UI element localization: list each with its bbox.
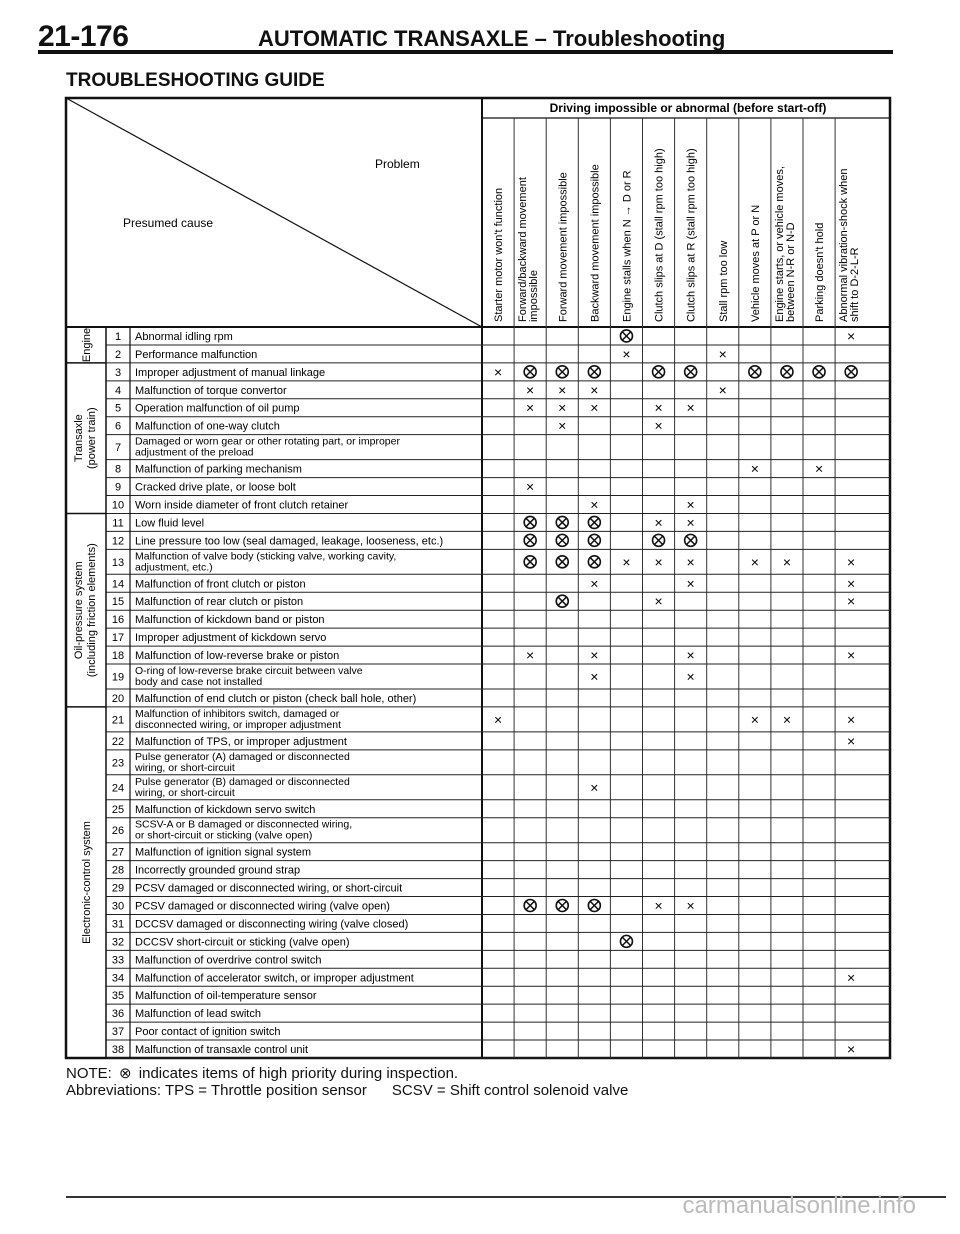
cross-mark: × bbox=[718, 381, 727, 398]
row-cause-text: Malfunction of rear clutch or piston bbox=[135, 596, 304, 609]
cross-mark: × bbox=[622, 345, 631, 362]
row-cause-text: PCSV damaged or disconnected wiring, or short-circuit bbox=[135, 882, 403, 895]
row-number: 38 bbox=[111, 1044, 125, 1057]
row-number: 30 bbox=[111, 900, 125, 913]
column-header-label: Forward/backward movement bbox=[517, 177, 530, 322]
column-header-label: shift to D-2-L-R bbox=[849, 247, 862, 322]
row-cause-text: Malfunction of accelerator switch, or improper adjustment bbox=[135, 972, 414, 985]
cross-mark: × bbox=[526, 647, 535, 664]
row-cause-text: Malfunction of transaxle control unit bbox=[135, 1044, 309, 1057]
row-number: 31 bbox=[111, 918, 125, 931]
column-header-label: Abnormal vibration-shock when bbox=[838, 168, 851, 322]
category-label: (including friction elements) bbox=[86, 543, 98, 678]
row-number: 20 bbox=[111, 692, 125, 705]
row-number: 7 bbox=[114, 442, 122, 455]
row-number: 2 bbox=[114, 348, 122, 361]
cross-mark: × bbox=[847, 732, 856, 749]
row-cause-text: DCCSV short-circuit or sticking (valve open) bbox=[135, 936, 350, 949]
cross-mark: × bbox=[493, 711, 503, 728]
cross-mark: × bbox=[590, 381, 599, 398]
cross-mark: × bbox=[782, 553, 792, 570]
cross-mark: × bbox=[847, 1041, 856, 1058]
column-header-label: Engine starts, or vehicle moves, bbox=[773, 166, 786, 322]
row-cause-text: DCCSV damaged or disconnecting wiring (valve closed) bbox=[135, 918, 409, 931]
column-header-label: between N-R or N-D bbox=[784, 222, 797, 322]
cross-mark: × bbox=[686, 514, 695, 531]
row-cause-text: Low fluid level bbox=[135, 517, 205, 530]
row-number: 36 bbox=[111, 1008, 125, 1021]
row-cause-text: Performance malfunction bbox=[135, 348, 258, 361]
cross-mark: × bbox=[654, 897, 663, 914]
row-cause-text: SCSV-A or B damaged or disconnected wiring, bbox=[135, 818, 353, 831]
cross-mark: × bbox=[847, 647, 856, 664]
cross-mark: × bbox=[558, 417, 567, 434]
cross-mark: × bbox=[654, 417, 663, 434]
row-number: 16 bbox=[111, 614, 125, 627]
column-header-label: Engine stalls when N → D or R bbox=[621, 170, 634, 322]
cross-mark: × bbox=[590, 668, 599, 685]
cross-mark: × bbox=[526, 399, 535, 416]
row-cause-text: Improper adjustment of manual linkage bbox=[135, 366, 326, 379]
cross-mark: × bbox=[590, 575, 599, 592]
row-number: 15 bbox=[111, 596, 125, 609]
cross-mark: × bbox=[590, 496, 599, 513]
row-cause-text: Abnormal idling rpm bbox=[135, 330, 233, 343]
row-cause-text: or short-circuit or sticking (valve open) bbox=[135, 829, 313, 842]
row-number: 8 bbox=[114, 463, 122, 476]
corner-cause-label: Presumed cause bbox=[123, 216, 214, 230]
row-number: 14 bbox=[111, 578, 125, 591]
abbreviation-scsv: SCSV = Shift control solenoid valve bbox=[391, 1082, 629, 1099]
row-cause-text: Cracked drive plate, or loose bolt bbox=[135, 481, 296, 494]
cross-mark: × bbox=[654, 553, 663, 570]
category-label: Transaxle bbox=[73, 414, 85, 463]
row-cause-text: wiring, or short-circuit bbox=[135, 786, 235, 799]
row-number: 29 bbox=[111, 882, 125, 895]
row-cause-text: Malfunction of overdrive control switch bbox=[135, 954, 322, 967]
row-cause-text: Poor contact of ignition switch bbox=[135, 1026, 281, 1039]
note-block bbox=[66, 1065, 628, 1099]
cross-mark: × bbox=[814, 460, 824, 477]
row-number: 22 bbox=[111, 735, 125, 748]
cross-mark: × bbox=[686, 897, 695, 914]
row-number: 28 bbox=[111, 864, 125, 877]
cross-mark: × bbox=[654, 514, 663, 531]
row-cause-text: Malfunction of end clutch or piston (check ball hole, other) bbox=[135, 692, 417, 705]
row-cause-text: Malfunction of kickdown servo switch bbox=[135, 803, 316, 816]
cross-mark: × bbox=[847, 593, 856, 610]
cross-mark: × bbox=[847, 553, 856, 570]
cross-mark: × bbox=[526, 381, 535, 398]
row-number: 37 bbox=[111, 1026, 125, 1039]
cross-mark: × bbox=[686, 553, 695, 570]
cross-mark: × bbox=[558, 399, 567, 416]
cross-mark: × bbox=[558, 381, 567, 398]
category-label: (power train) bbox=[86, 407, 98, 470]
cross-mark: × bbox=[847, 327, 856, 344]
column-header-label: Parking doesn't hold bbox=[814, 222, 827, 322]
abbreviations-line bbox=[66, 1082, 628, 1099]
row-number: 24 bbox=[111, 782, 125, 795]
row-cause-text: Malfunction of one-way clutch bbox=[135, 420, 280, 433]
row-number: 35 bbox=[111, 990, 125, 1003]
row-cause-text: Malfunction of low-reverse brake or piston bbox=[135, 650, 340, 663]
column-header-label: Forward movement impossible bbox=[557, 172, 570, 322]
row-cause-text: Malfunction of oil-temperature sensor bbox=[135, 990, 317, 1003]
corner-problem-label: Problem bbox=[375, 157, 420, 171]
cross-mark: × bbox=[718, 345, 727, 362]
row-number: 10 bbox=[111, 499, 125, 512]
row-cause-text: Operation malfunction of oil pump bbox=[135, 402, 300, 415]
category-label: Electronic-control system bbox=[81, 821, 93, 944]
row-cause-text: Incorrectly grounded ground strap bbox=[135, 864, 301, 877]
cross-mark: × bbox=[590, 399, 599, 416]
row-cause-text: Line pressure too low (seal damaged, leakage, looseness, etc.) bbox=[135, 535, 444, 548]
row-cause-text: Malfunction of torque convertor bbox=[135, 384, 287, 397]
row-cause-text: body and case not installed bbox=[135, 676, 263, 689]
column-header-label: Starter motor won't function bbox=[493, 187, 506, 322]
cross-mark: × bbox=[686, 668, 695, 685]
row-cause-text: O-ring of low-reverse brake circuit between valve bbox=[135, 665, 363, 678]
page-title: AUTOMATIC TRANSAXLE – Troubleshooting bbox=[258, 26, 726, 51]
watermark: carmanualsonline.info bbox=[682, 1192, 916, 1219]
row-number: 13 bbox=[111, 556, 125, 569]
row-number: 25 bbox=[111, 803, 125, 816]
row-number: 4 bbox=[114, 384, 122, 397]
row-cause-text: Pulse generator (A) damaged or disconnected bbox=[135, 750, 350, 763]
cross-mark: × bbox=[622, 553, 631, 570]
row-cause-text: Malfunction of inhibitors switch, damaged or bbox=[135, 707, 340, 720]
cross-mark: × bbox=[686, 647, 695, 664]
row-number: 21 bbox=[111, 714, 125, 727]
cross-mark: × bbox=[526, 478, 535, 495]
row-number: 23 bbox=[111, 757, 125, 770]
row-number: 12 bbox=[111, 535, 125, 548]
cross-mark: × bbox=[654, 593, 663, 610]
row-cause-text: wiring, or short-circuit bbox=[135, 761, 235, 774]
cross-mark: × bbox=[782, 711, 792, 728]
cross-mark: × bbox=[686, 399, 695, 416]
row-cause-text: adjustment of the preload bbox=[135, 446, 254, 459]
row-number: 19 bbox=[111, 671, 125, 684]
column-header-label: Clutch slips at D (stall rpm too high) bbox=[653, 148, 666, 322]
row-cause-text: Malfunction of ignition signal system bbox=[135, 846, 312, 859]
row-number: 18 bbox=[111, 650, 125, 663]
category-label: Engine bbox=[81, 327, 93, 363]
column-header-label: Backward movement impossible bbox=[589, 164, 602, 322]
note-prefix: NOTE: bbox=[66, 1065, 112, 1082]
row-number: 5 bbox=[114, 402, 122, 415]
row-number: 32 bbox=[111, 936, 125, 949]
group-header-label: Driving impossible or abnormal (before start-off) bbox=[549, 101, 827, 115]
cross-mark: × bbox=[590, 779, 599, 796]
note-line bbox=[66, 1065, 628, 1082]
column-header-label: Clutch slips at R (stall rpm too high) bbox=[685, 148, 698, 322]
cross-mark: × bbox=[493, 363, 503, 380]
row-cause-text: Damaged or worn gear or other rotating part, or improper bbox=[135, 435, 400, 448]
priority-symbol-icon: ⊗ bbox=[119, 1065, 132, 1082]
row-number: 33 bbox=[111, 954, 125, 967]
column-header-label: impossible bbox=[528, 270, 541, 322]
category-label: Oil-pressure system bbox=[73, 561, 85, 660]
cross-mark: × bbox=[847, 969, 856, 986]
row-cause-text: adjustment, etc.) bbox=[135, 561, 213, 574]
column-header-label: Stall rpm too low bbox=[717, 240, 730, 322]
cross-mark: × bbox=[847, 711, 856, 728]
abbreviations-label: Abbreviations: bbox=[66, 1082, 162, 1099]
row-number: 17 bbox=[111, 632, 125, 645]
row-cause-text: PCSV damaged or disconnected wiring (valve open) bbox=[135, 900, 390, 913]
row-number: 27 bbox=[111, 846, 125, 859]
row-cause-text: Improper adjustment of kickdown servo bbox=[135, 632, 327, 645]
note-text: indicates items of high priority during inspection. bbox=[138, 1065, 459, 1082]
row-cause-text: Pulse generator (B) damaged or disconnected bbox=[135, 775, 350, 788]
row-cause-text: Worn inside diameter of front clutch retainer bbox=[135, 499, 349, 512]
cross-mark: × bbox=[750, 460, 759, 477]
cross-mark: × bbox=[750, 553, 759, 570]
cross-mark: × bbox=[654, 399, 663, 416]
cross-mark: × bbox=[686, 496, 695, 513]
row-number: 1 bbox=[114, 330, 122, 343]
row-number: 3 bbox=[114, 366, 122, 379]
row-cause-text: Malfunction of TPS, or improper adjustment bbox=[135, 735, 347, 748]
row-cause-text: Malfunction of kickdown band or piston bbox=[135, 614, 325, 627]
row-cause-text: disconnected wiring, or improper adjustment bbox=[135, 718, 342, 731]
cross-mark: × bbox=[590, 647, 599, 664]
row-number: 9 bbox=[114, 481, 122, 494]
row-cause-text: Malfunction of valve body (sticking valve, working cavity, bbox=[135, 550, 397, 563]
page-number: 21-176 bbox=[38, 20, 129, 53]
row-cause-text: Malfunction of front clutch or piston bbox=[135, 578, 306, 591]
row-number: 6 bbox=[114, 420, 122, 433]
column-header-label: Vehicle moves at P or N bbox=[749, 204, 762, 322]
cross-mark: × bbox=[686, 575, 695, 592]
row-number: 11 bbox=[112, 517, 124, 530]
cross-mark: × bbox=[750, 711, 759, 728]
row-number: 34 bbox=[111, 972, 125, 985]
row-cause-text: Malfunction of parking mechanism bbox=[135, 463, 302, 476]
cross-mark: × bbox=[847, 575, 856, 592]
guide-title: TROUBLESHOOTING GUIDE bbox=[66, 70, 325, 91]
row-number: 26 bbox=[111, 825, 125, 838]
abbreviation-tps: TPS = Throttle position sensor bbox=[164, 1082, 367, 1099]
header-diagonal bbox=[66, 98, 482, 327]
row-cause-text: Malfunction of lead switch bbox=[135, 1008, 261, 1021]
